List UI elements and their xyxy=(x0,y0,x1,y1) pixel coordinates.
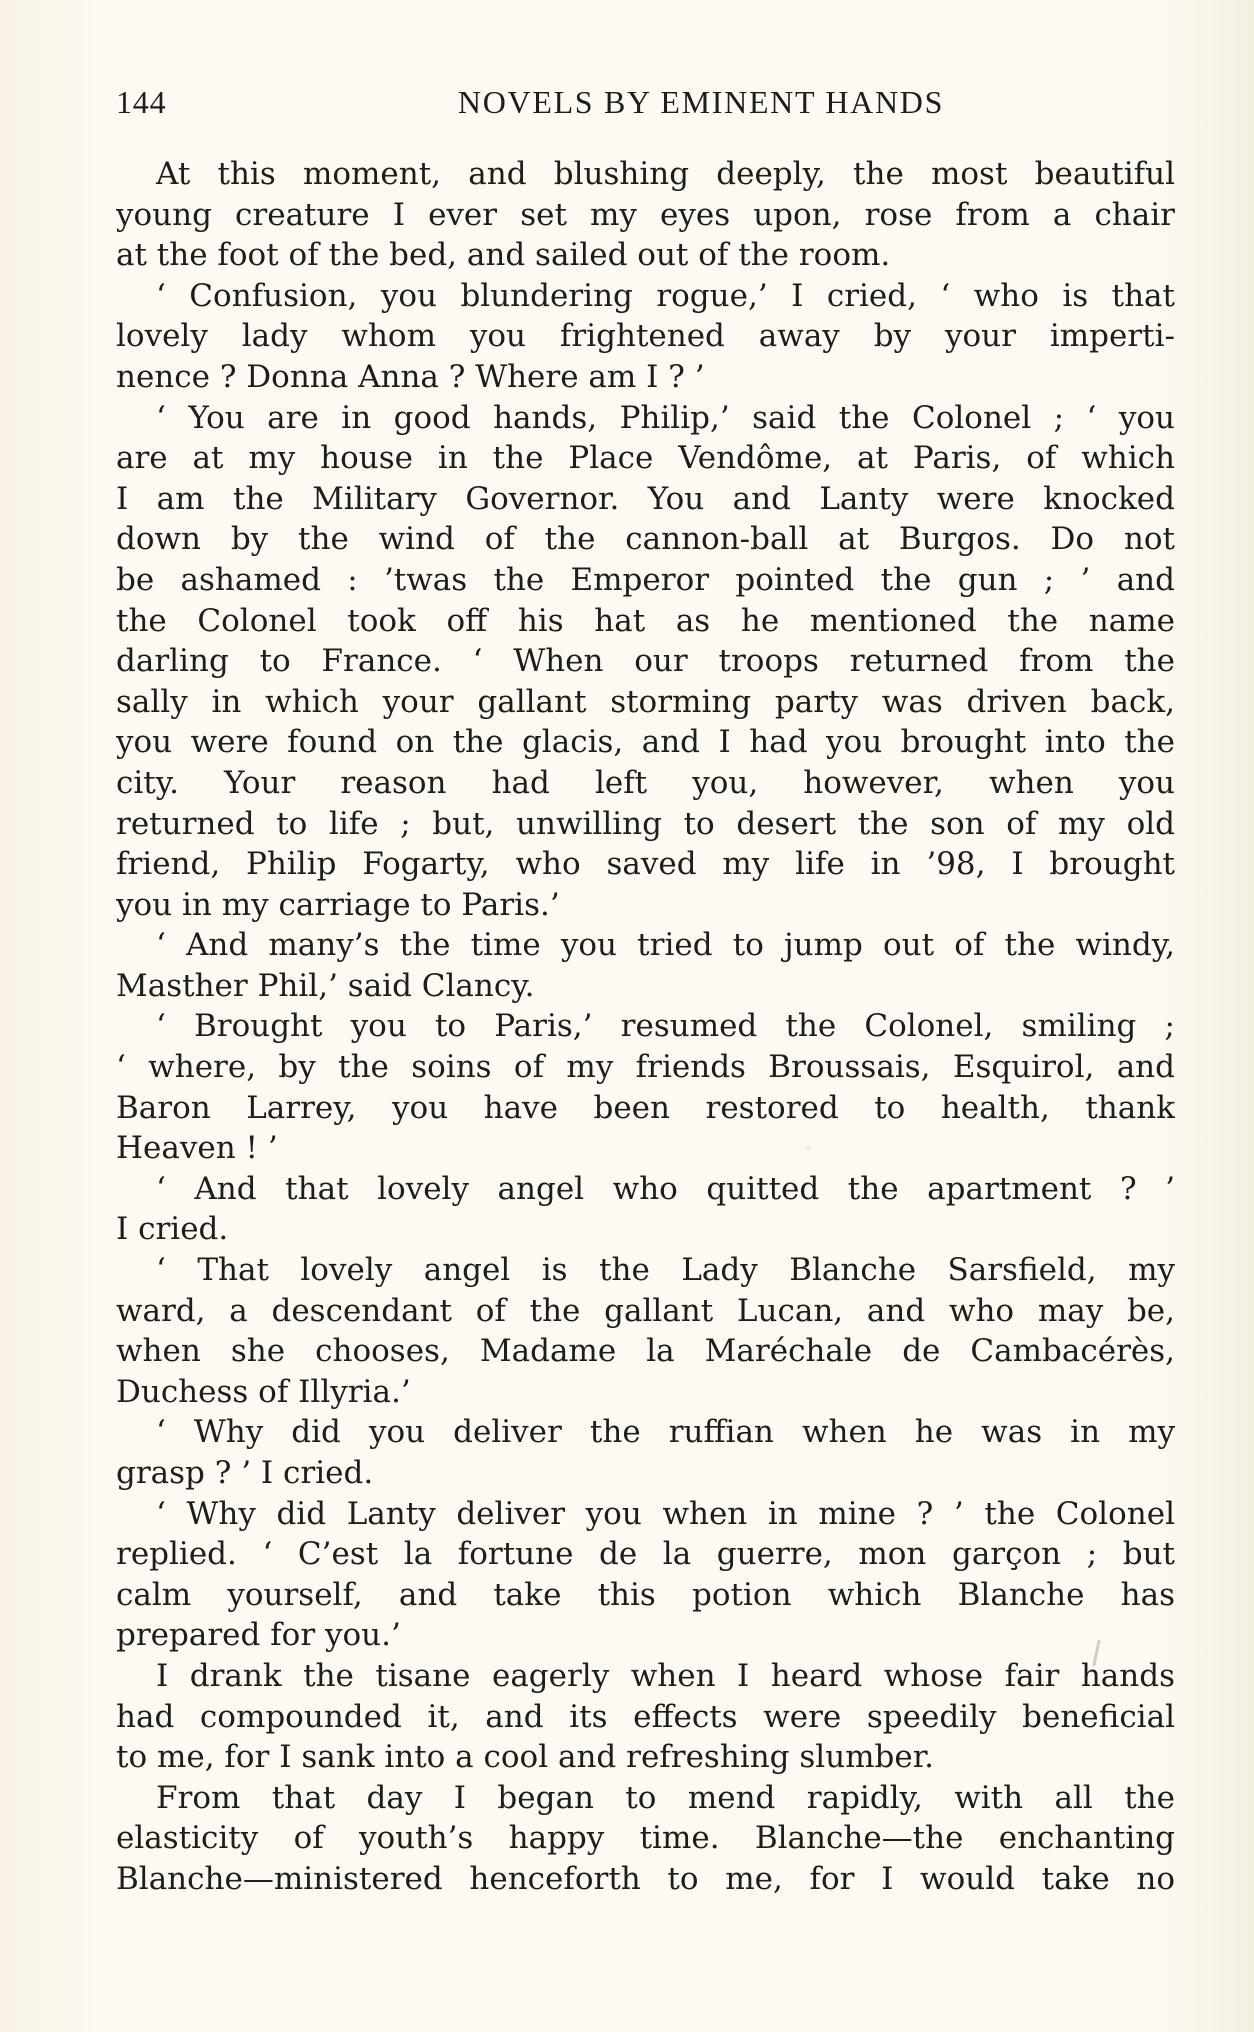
text-line: had compounded it, and its effects were speedily beneficial xyxy=(116,1698,1175,1735)
text-line: at the foot of the bed, and sailed out of the room. xyxy=(116,237,891,274)
text-line: At this moment, and blushing deeply, the most beautiful xyxy=(156,156,1175,192)
text-line: ‘ That lovely angel is the Lady Blanche Sarsfield, my xyxy=(156,1252,1175,1289)
text-line: darling to France. ‘ When our troops returned from the xyxy=(116,643,1175,680)
text-line: elasticity of youth’s happy time. Blanche—the enchanting xyxy=(116,1820,1175,1857)
text-line: be ashamed : ’twas the Emperor pointed the gun ; ’ and xyxy=(116,561,1175,598)
text-line: friend, Philip Fogarty, who saved my life in ’98, I brought xyxy=(116,846,1175,883)
text-line: Masther Phil,’ said Clancy. xyxy=(116,967,535,1004)
text-line: are at my house in the Place Vendôme, at Paris, of which xyxy=(116,440,1175,477)
text-line: ward, a descendant of the gallant Lucan, and who may be, xyxy=(116,1292,1175,1329)
text-line: I drank the tisane eagerly when I heard whose fair hands xyxy=(156,1657,1175,1694)
text-line: you were found on the glacis, and I had you brought into the xyxy=(116,724,1175,761)
text-line: young creature I ever set my eyes upon, rose from a chair xyxy=(116,196,1175,233)
text-line: when she chooses, Madame la Maréchale de Cambacérès, xyxy=(116,1333,1175,1370)
text-line: ‘ Why did Lanty deliver you when in mine ? ’ the Colonel xyxy=(156,1495,1175,1532)
text-line: ‘ And many’s the time you tried to jump out of the windy, xyxy=(156,927,1175,964)
text-line: I cried. xyxy=(116,1211,229,1248)
text-line: Duchess of Illyria.’ xyxy=(116,1373,411,1410)
text-line: the Colonel took off his hat as he mentioned the name xyxy=(116,602,1175,639)
page-header xyxy=(116,80,1176,124)
text-line: replied. ‘ C’est la fortune de la guerre, mon garçon ; but xyxy=(116,1536,1175,1573)
text-line: lovely lady whom you frightened away by your imperti- xyxy=(116,318,1175,355)
text-line: city. Your reason had left you, however, when you xyxy=(116,764,1175,801)
text-line: ‘ You are in good hands, Philip,’ said the Colonel ; ‘ you xyxy=(156,399,1175,436)
text-line: ‘ Confusion, you blundering rogue,’ I cried, ‘ who is that xyxy=(156,277,1175,314)
body-text xyxy=(116,154,1175,1900)
text-line: Heaven ! ’ xyxy=(116,1130,278,1167)
text-line: ‘ Brought you to Paris,’ resumed the Colonel, smiling ; xyxy=(156,1008,1175,1045)
page-number: 144 xyxy=(116,84,167,120)
text-line: sally in which your gallant storming party was driven back, xyxy=(116,683,1175,720)
text-line: calm yourself, and take this potion which Blanche has xyxy=(116,1576,1175,1613)
text-line: grasp ? ’ I cried. xyxy=(116,1455,374,1491)
text-line: Baron Larrey, you have been restored to health, thank xyxy=(116,1089,1175,1126)
text-line: prepared for you.’ xyxy=(116,1617,401,1654)
text-line: nence ? Donna Anna ? Where am I ? ’ xyxy=(116,358,705,395)
text-line: down by the wind of the cannon-ball at Burgos. Do not xyxy=(116,521,1175,558)
text-line: From that day I began to mend rapidly, with all the xyxy=(156,1779,1175,1816)
text-line: Blanche—ministered henceforth to me, for I would take no xyxy=(116,1860,1175,1897)
text-line: returned to life ; but, unwilling to desert the son of my old xyxy=(116,805,1175,842)
running-title: NOVELS BY EMINENT HANDS xyxy=(457,84,945,120)
text-line: you in my carriage to Paris.’ xyxy=(116,886,560,923)
text-line: I am the Military Governor. You and Lanty were knocked xyxy=(116,480,1175,517)
text-line: ‘ where, by the soins of my friends Broussais, Esquirol, and xyxy=(116,1049,1175,1086)
text-line: to me, for I sank into a cool and refreshing slumber. xyxy=(116,1739,935,1776)
text-line: ‘ And that lovely angel who quitted the apartment ? ’ xyxy=(156,1170,1175,1207)
text-line: ‘ Why did you deliver the ruffian when he was in my xyxy=(156,1414,1175,1451)
